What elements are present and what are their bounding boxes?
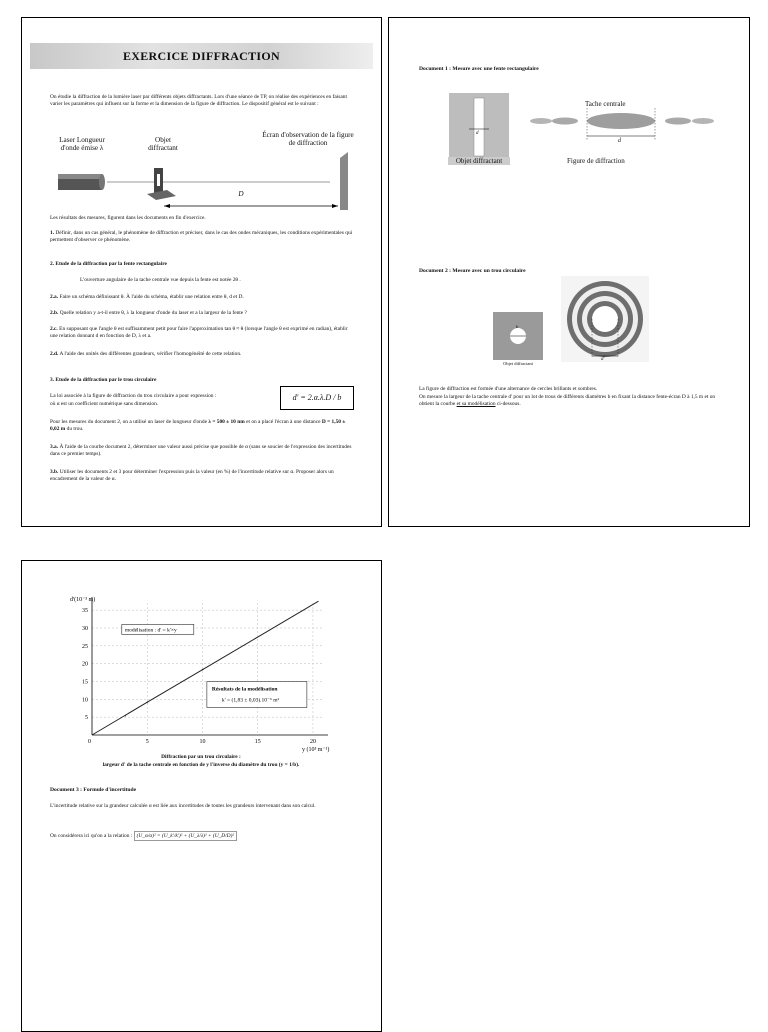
y-axis-label: d'(10⁻³ m) (70, 597, 96, 603)
page-3 (21, 560, 382, 1032)
question-1 (50, 230, 354, 244)
chart-caption-2: largeur d' de la tache centrale en fonction de y l'inverse du diamètre du trou (y = 1/b). (102, 762, 300, 768)
document-1-title: Document 1 : Mesure avec une fente rectangulaire (419, 66, 539, 72)
document-2-text-2-underlined: et sa modélisation (456, 401, 496, 408)
document-3-title: Document 3 : Formule d'incertitude (50, 787, 137, 793)
central-width-label: d (618, 138, 621, 144)
question-2d (50, 351, 354, 358)
question-2a (50, 294, 354, 301)
document-1-object-caption: Objet diffractant (448, 157, 510, 165)
measures-text-a: Pour les mesures du document 2, on a utilisé un laser de longueur d'onde (50, 419, 207, 425)
question-2c-text: En supposant que l'angle θ est suffisamment petit pour faire l'approximation tan θ ≈ θ (lorsque l'angle θ est exprimé en radian), établir une relation donnant d en fonction de D, λ et a. (50, 326, 348, 340)
document-2-ring-pattern (561, 276, 649, 362)
uncertainty-formula: (U_α/α)² = (U_k'/k')² + (U_λ/λ)² + (U_D/D)² (134, 831, 237, 841)
x-tick-label: 15 (254, 739, 261, 745)
y-tick-label: 25 (82, 643, 88, 650)
question-3b-number: 3.b. (50, 469, 59, 475)
section-2-intro: L'ouverture angulaire de la tache centrale vue depuis la fente est notée 2θ . (80, 277, 241, 283)
question-2b-text: Quelle relation y a-t-il entre θ, λ la longueur d'onde du laser et a la largeur de la fente ? (59, 310, 247, 316)
diffraction-law-formula: d' = 2.α.λ.D / b (280, 386, 354, 410)
lambda-value: λ = 500 ± 10 nm (208, 419, 245, 425)
hole-diameter-label: b (516, 324, 519, 329)
document-2-text-2-main: On mesure la largeur de la tache centrale d' pour un lot de trous de différents diamètres b en fixant la distance fente-écran D à 1,5 m et on obtient la courbe (419, 394, 716, 408)
section-3-title: 3. Etude de la diffraction par le trou circulaire (50, 377, 157, 383)
distance-arrow (164, 204, 338, 208)
document-1-slit-figure (449, 93, 509, 161)
document-2-text-2-end: ci-dessous. (496, 401, 521, 408)
page-2 (388, 17, 750, 527)
y-tick-label: 10 (82, 697, 88, 704)
question-3a-text: À l'aide de la courbe document 2, déterminer une valeur aussi précise que possible de α (sans se soucier de l'expression des incertitudes dans ce premier temps). (50, 444, 352, 458)
x-axis-label: y (10³ m⁻¹) (302, 747, 330, 753)
document-1-diffraction-pattern (525, 108, 735, 148)
object-label: Objet diffractant (148, 136, 178, 152)
question-2a-text: Faire un schéma définissant θ. À l'aide du schéma, établir une relation entre θ, d et D. (59, 294, 244, 300)
document-3-relation (50, 833, 356, 840)
section-3-intro: La loi associée à la figure de diffraction du trou circulaire a pour expression : (50, 393, 217, 399)
y-tick-label: 5 (85, 715, 88, 722)
distance-label: D (238, 190, 244, 198)
model-annotation: modélisation : d' = k'×y (124, 627, 177, 634)
section-2-title: 2. Etude de la diffraction par la fente rectangulaire (50, 261, 167, 267)
question-2d-text: A l'aide des unités des différentes grandeurs, vérifier l'homogénéité de cette relation. (59, 351, 242, 357)
question-1-number: 1. (50, 230, 55, 236)
laser-label: Laser Longueur d'onde émise λ (59, 136, 105, 152)
origin-label: 0 (88, 739, 91, 745)
exercise-title: EXERCICE DIFFRACTION (30, 43, 373, 69)
measures-text-b: et on a placé l'écran à une distance (246, 419, 321, 425)
document-2-text-2 (419, 394, 729, 408)
observation-screen (340, 152, 348, 210)
question-2d-number: 2.d. (50, 351, 59, 357)
slit-width-label: d (476, 131, 479, 136)
question-1-text: Définir, dans un cas général, le phénomène de diffraction et préciser, dans le cas des ondes mécaniques, les conditions expérimentales qui permettent d'observer ce phénomène. (50, 230, 353, 244)
question-2b (50, 310, 354, 317)
result-annotation-box (207, 681, 307, 707)
diffraction-chart (42, 589, 362, 759)
question-3a (50, 444, 354, 458)
y-tick-label: 30 (82, 625, 88, 632)
document-3-relation-intro: On considérera ici qu'on a la relation : (50, 833, 133, 839)
x-tick-label: 10 (199, 739, 206, 745)
document-3-text: L'incertitude relative sur la grandeur calculée α est liée aux incertitudes de toutes les grandeurs intervenant dans son calcul. (50, 803, 316, 809)
result-annotation-value: k' = (1,83 ± 0,03).10⁻⁶ m² (221, 697, 280, 704)
y-tick-label: 35 (82, 608, 88, 615)
document-2-text-1: La figure de diffraction est formée d'une alternance de cercles brillants et sombres. (419, 386, 598, 392)
data-point: + (145, 701, 149, 707)
laser-device (58, 174, 105, 190)
document-1-figure-caption: Figure de diffraction (567, 157, 625, 165)
data-point: + (201, 668, 204, 674)
y-tick-label: 15 (82, 679, 88, 686)
results-text: Les résultats des mesures, figurent dans les documents en fin d'exercice. (50, 215, 206, 221)
section-3-intro-2: où α est un coefficient numérique sans dimension. (50, 401, 159, 407)
x-tick-label: 5 (145, 739, 149, 745)
chart-caption-1: Diffraction par un trou circulaire : (161, 754, 241, 760)
measures-text-c: du trou. (66, 426, 84, 433)
central-ring-width-label: d' (601, 357, 605, 362)
document-2-title: Document 2 : Mesure avec un trou circulaire (419, 268, 526, 274)
distance-value: D = 1,50 ± 0,02 m (50, 419, 346, 433)
question-2a-number: 2.a. (50, 294, 59, 300)
question-3a-number: 3.a. (50, 444, 59, 450)
intro-text: On étudie la diffraction de la lumière laser par différents objets diffractants. Lors d'une séance de TP, on réalise des expériences en faisant varier les paramètres qui influent sur la forme et la dimension de la figure de diffraction. Le dispositif général est le suivant : (50, 94, 347, 108)
screen-label: Écran d'observation de la figure de diffraction (262, 131, 354, 147)
page-1 (21, 17, 382, 527)
result-annotation-title: Résultats de la modélisation (211, 686, 278, 693)
measures-text (50, 419, 354, 433)
data-point: + (123, 714, 127, 720)
question-3b (50, 469, 354, 483)
y-tick-label: 20 (82, 661, 88, 668)
question-2c (50, 326, 354, 340)
x-tick-label: 20 (309, 739, 316, 745)
central-spot-label: Tache centrale (585, 100, 626, 108)
question-2c-number: 2.c. (50, 326, 58, 332)
question-2b-number: 2.b. (50, 310, 59, 316)
diffracting-object (147, 168, 176, 200)
document-2-object-caption: Objet diffractant (503, 361, 533, 366)
question-3b-text: Utiliser les documents 2 et 3 pour déterminer l'expression puis la valeur (en %) de l'incertitude relative sur α. Proposer alors un encadrement de la valeur de α. (50, 469, 334, 483)
document-2-hole-figure (493, 312, 543, 360)
